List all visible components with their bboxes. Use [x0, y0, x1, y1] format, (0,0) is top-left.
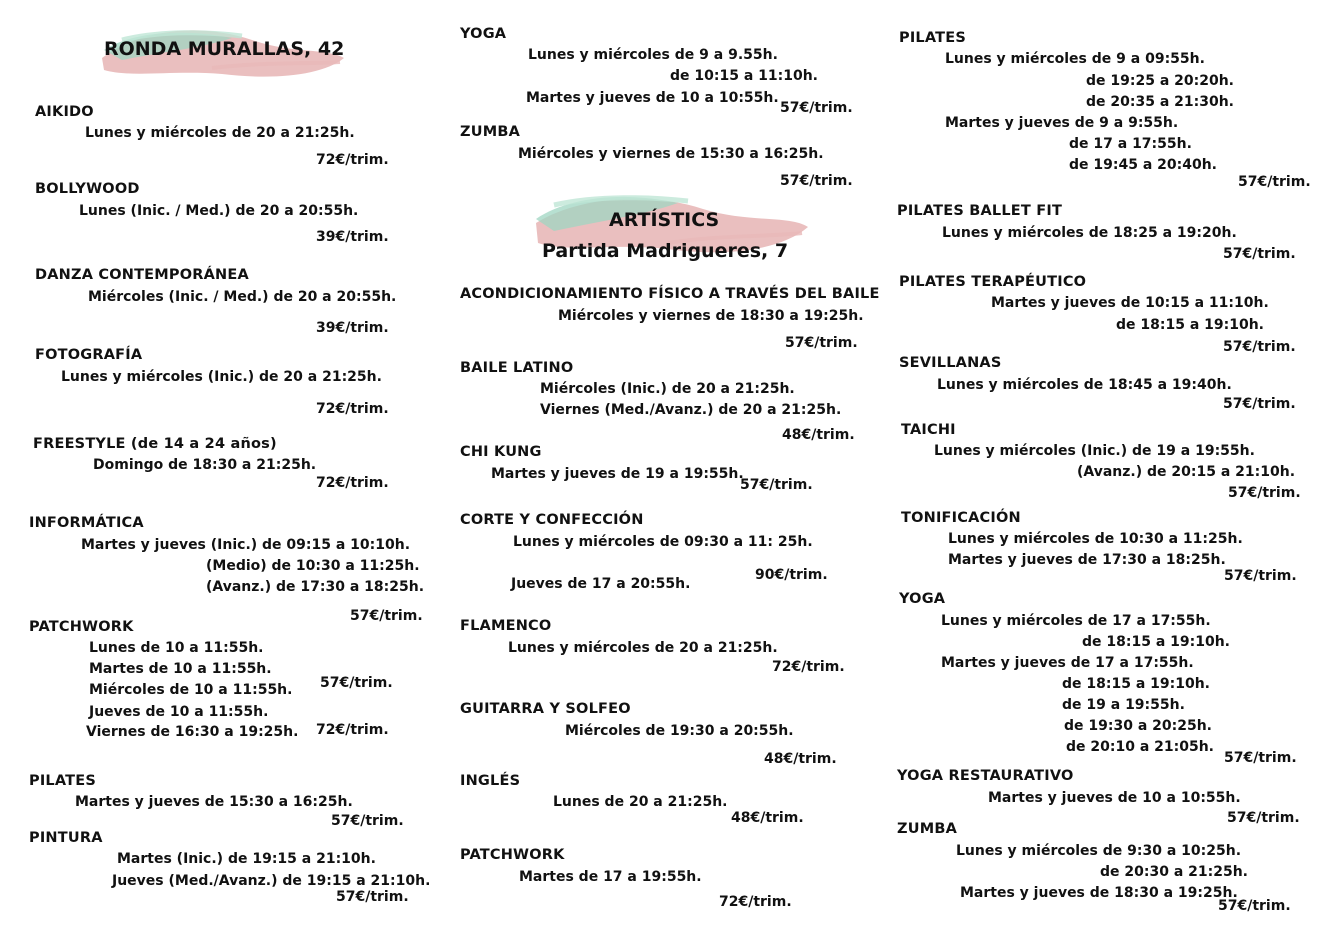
schedule-line: Lunes y miércoles (Inic.) de 20 a 21:25h.: [61, 369, 382, 385]
schedule-line: de 20:35 a 21:30h.: [1086, 94, 1234, 110]
schedule-line: Lunes y miércoles de 10:30 a 11:25h.: [948, 531, 1243, 547]
schedule-line: Miércoles de 19:30 a 20:55h.: [565, 723, 794, 739]
class-name-pilates: PILATES: [899, 30, 966, 46]
class-name-flamenco: FLAMENCO: [460, 618, 552, 634]
price: 57€/trim.: [1238, 174, 1311, 190]
schedule-line: de 19:45 a 20:40h.: [1069, 157, 1217, 173]
schedule-line: Martes y jueves de 18:30 a 19:25h.: [960, 885, 1238, 901]
class-name-guitarra: GUITARRA Y SOLFEO: [460, 701, 631, 717]
schedule-line: de 20:30 a 21:25h.: [1100, 864, 1248, 880]
schedule-line: (Medio) de 10:30 a 11:25h.: [206, 558, 420, 574]
schedule-line: de 18:15 a 19:10h.: [1082, 634, 1230, 650]
schedule-line: Miércoles (Inic. / Med.) de 20 a 20:55h.: [88, 289, 397, 305]
class-name-chi-kung: CHI KUNG: [460, 444, 542, 460]
price: 72€/trim.: [772, 659, 845, 675]
price: 57€/trim.: [1228, 485, 1301, 501]
schedule-line: Lunes y miércoles de 9 a 09:55h.: [945, 51, 1205, 67]
schedule-line: Lunes y miércoles de 17 a 17:55h.: [941, 613, 1211, 629]
price: 57€/trim.: [740, 477, 813, 493]
class-name-yoga-restaurativo: YOGA RESTAURATIVO: [897, 768, 1074, 784]
schedule-line: Jueves de 10 a 11:55h.: [89, 704, 269, 720]
schedule-line: de 19:30 a 20:25h.: [1064, 718, 1212, 734]
schedule-line: Martes y jueves de 17 a 17:55h.: [941, 655, 1194, 671]
section-subtitle: Partida Madrigueres, 7: [542, 240, 789, 262]
section-title: RONDA MURALLAS, 42: [104, 38, 345, 60]
schedule-line: Miércoles y viernes de 18:30 a 19:25h.: [558, 308, 864, 324]
price: 57€/trim.: [1224, 750, 1297, 766]
schedule-line: Martes y jueves de 10 a 10:55h.: [988, 790, 1241, 806]
schedule-line: Martes y jueves (Inic.) de 09:15 a 10:10h.: [81, 537, 411, 553]
price: 57€/trim.: [1227, 810, 1300, 826]
schedule-line: Martes y jueves de 9 a 9:55h.: [945, 115, 1179, 131]
class-name-pilates-terapeutico: PILATES TERAPÉUTICO: [899, 274, 1087, 290]
class-name-pilates: PILATES: [29, 773, 96, 789]
class-name-yoga: YOGA: [460, 26, 507, 42]
schedule-line: Lunes y miércoles de 20 a 21:25h.: [508, 640, 778, 656]
class-name-patchwork: PATCHWORK: [460, 847, 565, 863]
schedule-line: de 20:10 a 21:05h.: [1066, 739, 1214, 755]
schedule-line: Lunes y miércoles de 18:25 a 19:20h.: [942, 225, 1237, 241]
price: 57€/trim.: [350, 608, 423, 624]
section-title: ARTÍSTICS: [609, 209, 720, 231]
schedule-line: Martes y jueves de 10 a 10:55h.: [526, 90, 779, 106]
class-name-freestyle: FREESTYLE (de 14 a 24 años): [33, 436, 277, 452]
price: 57€/trim.: [336, 889, 409, 905]
class-name-tonificacion: TONIFICACIÓN: [901, 510, 1021, 526]
class-name-corte: CORTE Y CONFECCIÓN: [460, 512, 644, 528]
price: 57€/trim.: [780, 173, 853, 189]
schedule-line: (Avanz.) de 20:15 a 21:10h.: [1077, 464, 1296, 480]
price: 57€/trim.: [331, 813, 404, 829]
schedule-line: Martes de 10 a 11:55h.: [89, 661, 272, 677]
price: 48€/trim.: [782, 427, 855, 443]
class-name-pilates-ballet-fit: PILATES BALLET FIT: [897, 203, 1063, 219]
price: 57€/trim.: [785, 335, 858, 351]
price: 72€/trim.: [316, 722, 389, 738]
schedule-line: de 18:15 a 19:10h.: [1062, 676, 1210, 692]
schedule-line: Martes de 17 a 19:55h.: [519, 869, 702, 885]
class-name-fotografia: FOTOGRAFÍA: [35, 347, 143, 363]
schedule-line: Viernes (Med./Avanz.) de 20 a 21:25h.: [540, 402, 842, 418]
class-name-ingles: INGLÉS: [460, 773, 521, 789]
class-name-baile-latino: BAILE LATINO: [460, 360, 574, 376]
class-name-bollywood: BOLLYWOOD: [35, 181, 140, 197]
price: 57€/trim.: [1223, 246, 1296, 262]
price: 72€/trim.: [719, 894, 792, 910]
price: 57€/trim.: [1223, 339, 1296, 355]
price: 90€/trim.: [755, 567, 828, 583]
schedule-line: de 19:25 a 20:20h.: [1086, 73, 1234, 89]
price: 48€/trim.: [731, 810, 804, 826]
class-name-acondicionamiento: ACONDICIONAMIENTO FÍSICO A TRAVÉS DEL BAILE: [460, 286, 880, 302]
class-name-informatica: INFORMÁTICA: [29, 515, 144, 531]
price: 72€/trim.: [316, 152, 389, 168]
schedule-line: Martes y jueves de 15:30 a 16:25h.: [75, 794, 353, 810]
schedule-line: Lunes y miércoles de 20 a 21:25h.: [85, 125, 355, 141]
price: 57€/trim.: [1218, 898, 1291, 914]
price: 39€/trim.: [316, 320, 389, 336]
price: 57€/trim.: [780, 100, 853, 116]
class-name-patchwork: PATCHWORK: [29, 619, 134, 635]
schedule-line: Lunes de 10 a 11:55h.: [89, 640, 264, 656]
class-name-pintura: PINTURA: [29, 830, 103, 846]
schedule-line: Lunes y miércoles de 9 a 9.55h.: [528, 47, 778, 63]
price: 57€/trim.: [1223, 396, 1296, 412]
class-name-zumba: ZUMBA: [460, 124, 520, 140]
price: 48€/trim.: [764, 751, 837, 767]
class-name-taichi: TAICHI: [901, 422, 956, 438]
price: 39€/trim.: [316, 229, 389, 245]
schedule-line: Lunes (Inic. / Med.) de 20 a 20:55h.: [79, 203, 359, 219]
schedule-line: (Avanz.) de 17:30 a 18:25h.: [206, 579, 425, 595]
price: 57€/trim.: [320, 675, 393, 691]
schedule-line: Miércoles (Inic.) de 20 a 21:25h.: [540, 381, 795, 397]
schedule-line: Jueves de 17 a 20:55h.: [511, 576, 691, 592]
schedule-line: Martes y jueves de 19 a 19:55h.: [491, 466, 744, 482]
schedule-line: de 18:15 a 19:10h.: [1116, 317, 1264, 333]
price: 57€/trim.: [1224, 568, 1297, 584]
schedule-line: Martes y jueves de 17:30 a 18:25h.: [948, 552, 1226, 568]
schedule-line: de 17 a 17:55h.: [1069, 136, 1192, 152]
schedule-line: Lunes y miércoles de 09:30 a 11: 25h.: [513, 534, 813, 550]
schedule-line: Domingo de 18:30 a 21:25h.: [93, 457, 317, 473]
class-name-yoga: YOGA: [899, 591, 946, 607]
schedule-line: Jueves (Med./Avanz.) de 19:15 a 21:10h.: [112, 873, 431, 889]
schedule-line: Miércoles de 10 a 11:55h.: [89, 682, 293, 698]
schedule-line: Miércoles y viernes de 15:30 a 16:25h.: [518, 146, 824, 162]
price: 72€/trim.: [316, 475, 389, 491]
class-name-aikido: AIKIDO: [35, 104, 94, 120]
schedule-line: Viernes de 16:30 a 19:25h.: [86, 724, 299, 740]
schedule-line: de 10:15 a 11:10h.: [670, 68, 818, 84]
schedule-line: Martes y jueves de 10:15 a 11:10h.: [991, 295, 1269, 311]
schedule-line: Lunes y miércoles (Inic.) de 19 a 19:55h.: [934, 443, 1255, 459]
class-name-sevillanas: SEVILLANAS: [899, 355, 1002, 371]
schedule-line: de 19 a 19:55h.: [1062, 697, 1185, 713]
schedule-line: Lunes y miércoles de 18:45 a 19:40h.: [937, 377, 1232, 393]
schedule-line: Lunes de 20 a 21:25h.: [553, 794, 728, 810]
schedule-line: Lunes y miércoles de 9:30 a 10:25h.: [956, 843, 1242, 859]
class-name-danza: DANZA CONTEMPORÁNEA: [35, 267, 249, 283]
class-name-zumba: ZUMBA: [897, 821, 957, 837]
schedule-line: Martes (Inic.) de 19:15 a 21:10h.: [117, 851, 376, 867]
price: 72€/trim.: [316, 401, 389, 417]
